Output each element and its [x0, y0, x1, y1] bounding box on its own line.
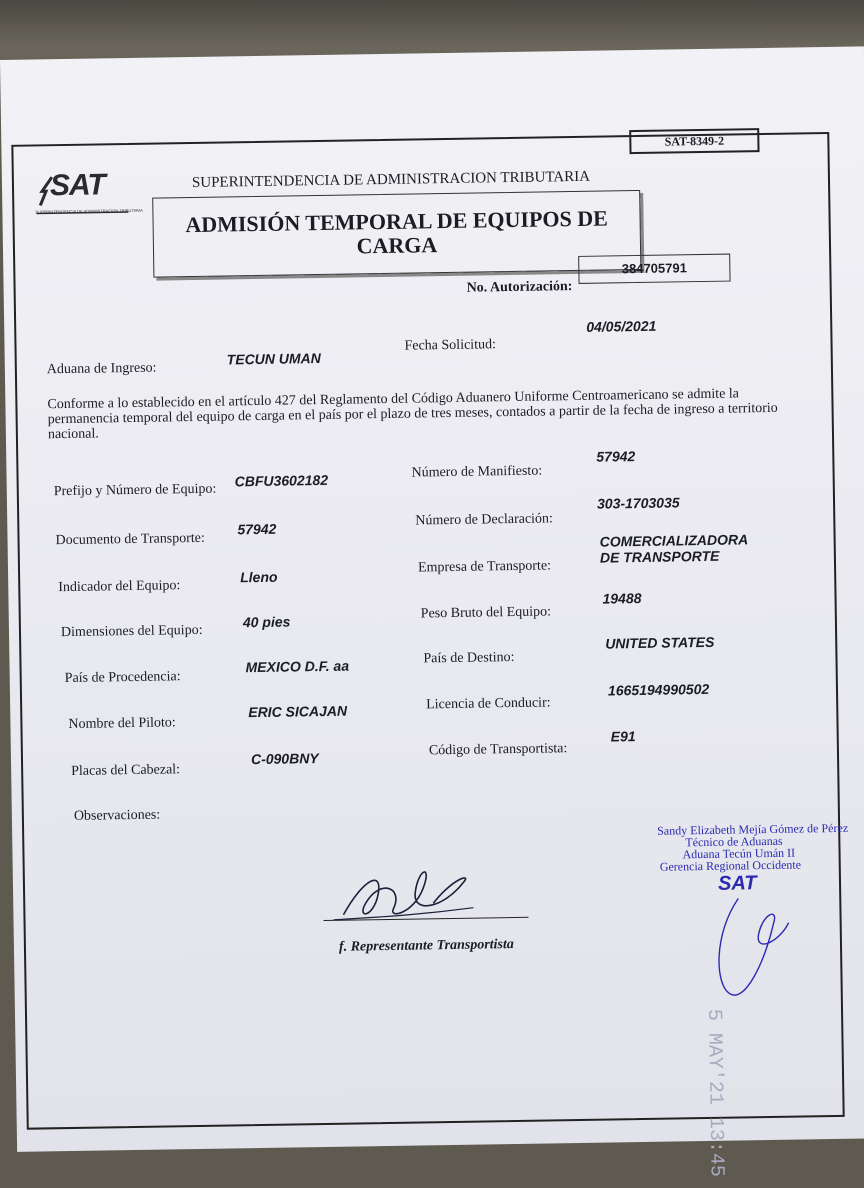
piloto-label: Nombre del Piloto:	[68, 715, 176, 733]
codigo-value: E91	[610, 728, 636, 745]
empresa-value-line-1: COMERCIALIZADORA	[599, 531, 749, 550]
empresa-value-line-2: DE TRANSPORTE	[599, 547, 720, 566]
stamp-line-2: Técnico de Aduanas	[685, 833, 783, 850]
authorization-number: 384705791	[578, 254, 730, 284]
dimensiones-label: Dimensiones del Equipo:	[60, 622, 203, 641]
manifiesto-value: 57942	[596, 448, 636, 465]
prefijo-label: Prefijo y Número de Equipo:	[53, 481, 217, 500]
stamp-logo: SAT	[717, 872, 757, 895]
placas-value: C-090BNY	[250, 750, 319, 768]
dimensiones-value: 40 pies	[242, 613, 291, 631]
stamp-line-4: Gerencia Regional Occidente	[659, 857, 802, 874]
destino-value: UNITED STATES	[605, 633, 715, 652]
title-line-1: ADMISIÓN TEMPORAL DE EQUIPOS DE	[185, 205, 609, 238]
empresa-value	[600, 531, 749, 565]
aduana-value: TECUN UMAN	[226, 349, 321, 368]
piloto-value: ERIC SICAJAN	[248, 702, 348, 721]
fecha-value: 04/05/2021	[586, 317, 657, 335]
document-page	[0, 46, 864, 1178]
licencia-label: Licencia de Conducir:	[426, 695, 551, 713]
procedencia-label: País de Procedencia:	[64, 669, 181, 687]
official-stamp	[657, 822, 849, 897]
authorization-label: No. Autorización:	[466, 279, 573, 296]
title-line-2: CARGA	[356, 232, 438, 259]
empresa-label: Empresa de Transporte:	[417, 558, 552, 576]
official-signature-icon	[703, 893, 795, 1004]
signature-label: f. Representante Transportista	[338, 937, 514, 955]
stamp-line-1: Sandy Elizabeth Mejía Gómez de Pérez	[657, 820, 849, 838]
agency-name: SUPERINTENDENCIA DE ADMINISTRACION TRIBUTARIA	[191, 168, 591, 191]
document-title	[152, 190, 641, 278]
licencia-value: 1665194990502	[607, 680, 710, 699]
documento-value: 57942	[237, 520, 277, 538]
observaciones-label: Observaciones:	[73, 807, 161, 824]
indicador-label: Indicador del Equipo:	[58, 578, 181, 596]
declaracion-label: Número de Declaración:	[415, 511, 554, 529]
indicador-value: Lleno	[240, 568, 278, 586]
logo-subtext: SUPERINTENDENCIA DE ADMINISTRACION TRIBUTARIA	[35, 207, 143, 215]
procedencia-value: MEXICO D.F. aa	[245, 657, 350, 676]
destino-label: País de Destino:	[423, 649, 515, 667]
documento-label: Documento de Transporte:	[55, 530, 205, 549]
placas-label: Placas del Cabezal:	[71, 762, 181, 779]
aduana-label: Aduana de Ingreso:	[46, 360, 157, 378]
codigo-label: Código de Transportista:	[428, 741, 568, 759]
form-code: SAT-8349-2	[629, 128, 759, 154]
peso-label: Peso Bruto del Equipo:	[420, 604, 552, 622]
declaracion-value: 303-1703035	[596, 494, 680, 512]
fecha-label: Fecha Solicitud:	[404, 337, 497, 354]
stamp-line-3: Aduana Tecún Umán II	[682, 845, 796, 862]
logo-text: SAT	[49, 168, 106, 203]
manifiesto-label: Número de Manifiesto:	[411, 463, 543, 481]
peso-value: 19488	[602, 589, 642, 607]
legal-paragraph: Conforme a lo establecido en el artículo 427 del Reglamento del Código Aduanero Uniforme Centroamericano se admite la permanencia temporal del equipo de carga en el país por el plazo de tres meses, contados a partir de la fecha de ingreso a territorio nacional.	[47, 386, 778, 443]
prefijo-value: CBFU3602182	[234, 471, 329, 490]
date-stamp: 5 MAY'21 13:45	[701, 1008, 728, 1178]
